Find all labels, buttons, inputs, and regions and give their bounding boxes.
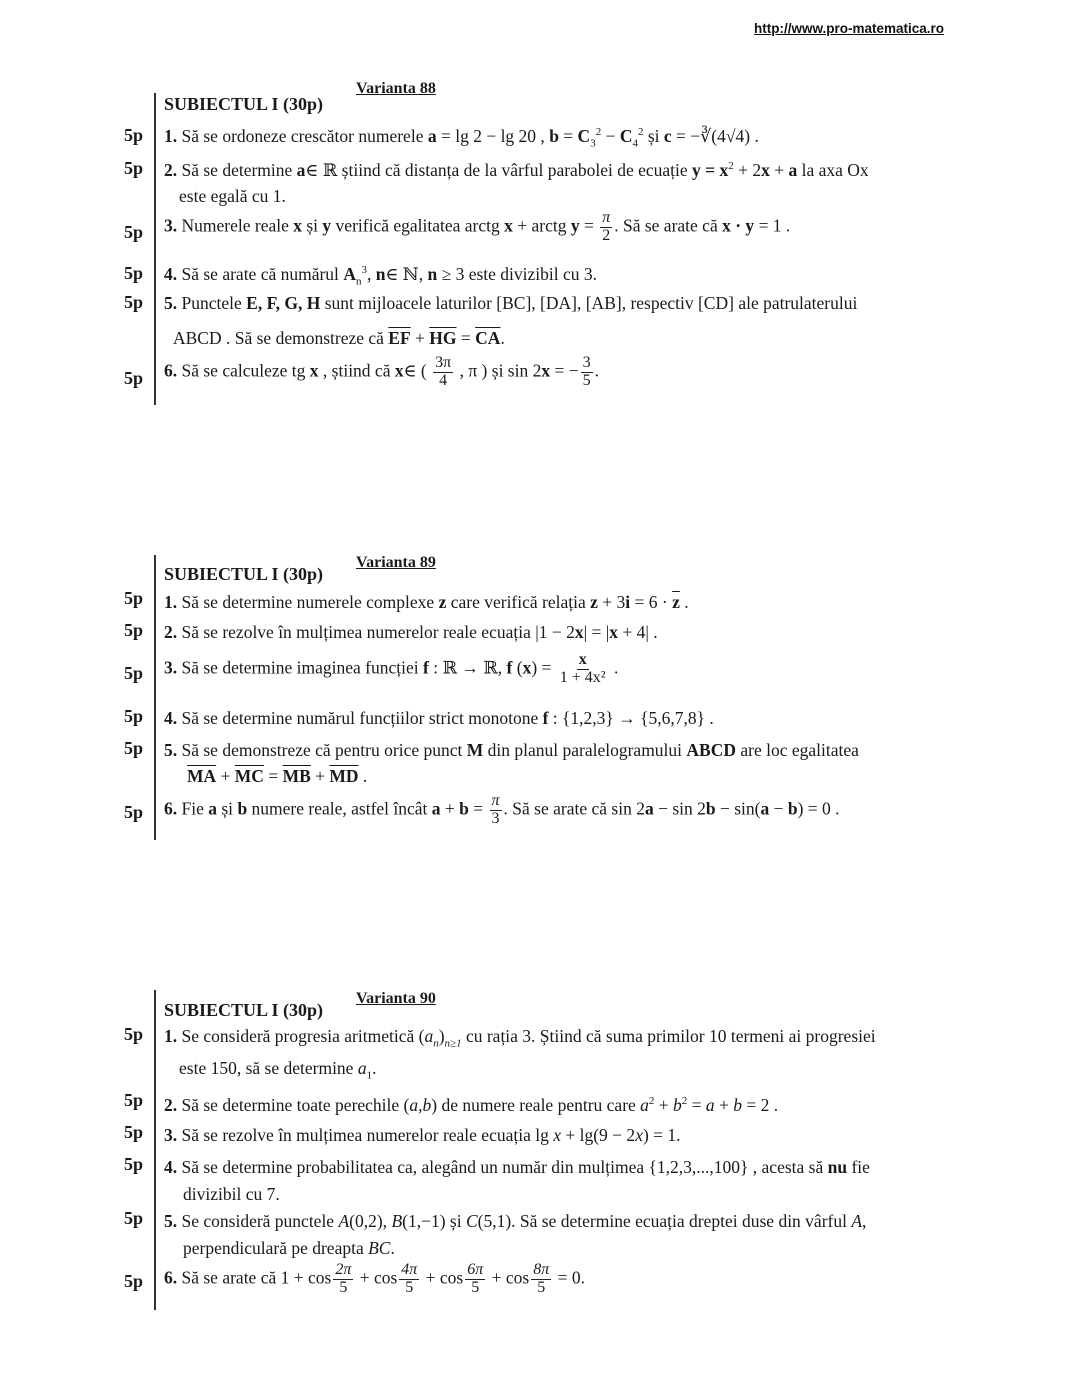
problem-6: 6. Să se arate că 1 + cos $\frac{2\pi}{5}$ + cos $\frac{4\pi}{5}$ + cos $\frac{6\pi}{5}$ + cos $\frac{8\pi}{5}$ = 0.	[164, 1261, 585, 1296]
points-label: 5p	[124, 802, 144, 822]
margin-rule	[154, 93, 156, 405]
points-label: 5p	[124, 738, 144, 758]
problem-number: 6.	[164, 1267, 178, 1288]
problem-5-continuation: $\overline{MA} + \overline{MC} = \overline{MB} + \overline{MD}$ .	[187, 766, 368, 786]
points-label: 5p	[124, 1024, 144, 1044]
problem-number: 6.	[164, 360, 178, 381]
problem-5-continuation: perpendiculară pe dreapta BC.	[183, 1238, 395, 1258]
problem-5-continuation: ABCD . Să se demonstreze că $\overline{EF} + \overline{HG} = \overline{CA}$.	[173, 328, 505, 348]
problem-4: 4. Să se determine probabilitatea ca, alegând un număr din mulțimea {1,2,3,...,100} , acesta să nu fie	[164, 1157, 870, 1177]
problem-2: 2. Să se rezolve în mulțimea numerelor reale ecuația |1 − 2x| = |x + 4| .	[164, 622, 658, 642]
problem-3: 3. Să se determine imaginea funcției f : ℝ → ℝ, f (x) = $\frac{x}{\text{1 + 4x²}}$ .	[164, 651, 619, 686]
problem-1: 1. Să se ordoneze crescător numerele a = lg 2 − lg 20 , $b = C_3^2 - C_4^2$ și c = −∛(4√4) .	[164, 126, 759, 150]
problem-2-continuation: este egală cu 1.	[179, 186, 286, 206]
points-label: 5p	[124, 292, 144, 312]
points-label: 5p	[124, 620, 144, 640]
variant-title: Varianta 89	[356, 554, 436, 571]
problem-1: 1. Se consideră progresia aritmetică $(a_n)_{n\ge 1}$ cu rația 3. Știind că suma primilor 10 termeni ai progresiei	[164, 1026, 876, 1050]
problem-number: 3.	[164, 657, 178, 678]
points-label: 5p	[124, 125, 144, 145]
problem-number: 4.	[164, 1157, 178, 1177]
problem-4: 4. Să se determine numărul funcțiilor strict monotone f : {1,2,3} → {5,6,7,8} .	[164, 708, 714, 728]
problem-number: 1.	[164, 1026, 178, 1046]
variant-title: Varianta 90	[356, 990, 436, 1007]
problem-3: 3. Să se rezolve în mulțimea numerelor reale ecuația lg x + lg(9 − 2x) = 1.	[164, 1125, 681, 1145]
points-label: 5p	[124, 263, 144, 283]
problem-2: 2. Să se determine toate perechile (a,b) de numere reale pentru care $a^2 + b^2 = a + b = 2$ .	[164, 1095, 779, 1115]
problem-number: 5.	[164, 293, 178, 313]
problem-number: 1.	[164, 126, 178, 146]
points-label: 5p	[124, 706, 144, 726]
points-label: 5p	[124, 1122, 144, 1142]
problem-number: 6.	[164, 798, 178, 819]
problem-3: 3. Numerele reale x și y verifică egalitatea arctg x + arctg y = $\frac{\pi}{2}$ . Să se arate că x · y = 1 .	[164, 209, 791, 244]
problem-1: 1. Să se determine numerele complexe z care verifică relația $z + 3i = 6 \cdot \overline{z}$ .	[164, 592, 689, 612]
points-label: 5p	[124, 1271, 144, 1291]
problem-4-continuation: divizibil cu 7.	[183, 1184, 280, 1204]
points-label: 5p	[124, 1090, 144, 1110]
subject-heading: SUBIECTUL I (30p)	[164, 1000, 324, 1020]
subject-heading: SUBIECTUL I (30p)	[164, 94, 324, 114]
problem-number: 3.	[164, 1125, 178, 1145]
problem-number: 4.	[164, 264, 178, 284]
points-label: 5p	[124, 158, 144, 178]
problem-4: 4. Să se arate că numărul $A_n^3$, n∈ ℕ, n ≥ 3 este divizibil cu 3.	[164, 264, 598, 288]
problem-6: 6. Fie a și b numere reale, astfel încât a + b = $\frac{\pi}{3}$ . Să se arate că sin 2a − sin 2b − sin(a − b) = 0 .	[164, 792, 840, 827]
variant-title: Varianta 88	[356, 80, 436, 97]
problem-number: 5.	[164, 1211, 178, 1231]
subject-heading: SUBIECTUL I (30p)	[164, 564, 324, 584]
points-label: 5p	[124, 588, 144, 608]
problem-6: 6. Să se calculeze tg x , știind că x∈ ( $\frac{3\pi}{4}$ , π ) și sin 2x = − $\frac{3}{5}$ .	[164, 354, 599, 389]
points-label: 5p	[124, 1154, 144, 1174]
points-label: 5p	[124, 368, 144, 388]
points-label: 5p	[124, 663, 144, 683]
margin-rule	[154, 990, 156, 1310]
problem-number: 2.	[164, 1095, 178, 1115]
problem-number: 4.	[164, 708, 178, 728]
margin-rule	[154, 555, 156, 840]
problem-2: 2. Să se determine a∈ ℝ știind că distanța de la vârful parabolei de ecuație $y = x^2 + 2x + a$ la axa Ox	[164, 160, 869, 180]
problem-number: 3.	[164, 215, 178, 236]
points-label: 5p	[124, 222, 144, 242]
problem-5: 5. Să se demonstreze că pentru orice punct M din planul paralelogramului ABCD are loc egalitatea	[164, 740, 859, 760]
problem-number: 5.	[164, 740, 178, 760]
problem-number: 2.	[164, 622, 178, 642]
points-label: 5p	[124, 1208, 144, 1228]
problem-1-continuation: este 150, să se determine $a_1$.	[179, 1058, 377, 1082]
website-url[interactable]: http://www.pro-matematica.ro	[754, 21, 945, 36]
problem-5: 5. Se consideră punctele A(0,2), B(1,−1) și C(5,1). Să se determine ecuația dreptei duse din vârful A,	[164, 1211, 867, 1231]
problem-number: 2.	[164, 160, 178, 180]
problem-number: 1.	[164, 592, 178, 612]
problem-5: 5. Punctele E, F, G, H sunt mijloacele laturilor [BC], [DA], [AB], respectiv [CD] ale patrulaterului	[164, 293, 858, 313]
